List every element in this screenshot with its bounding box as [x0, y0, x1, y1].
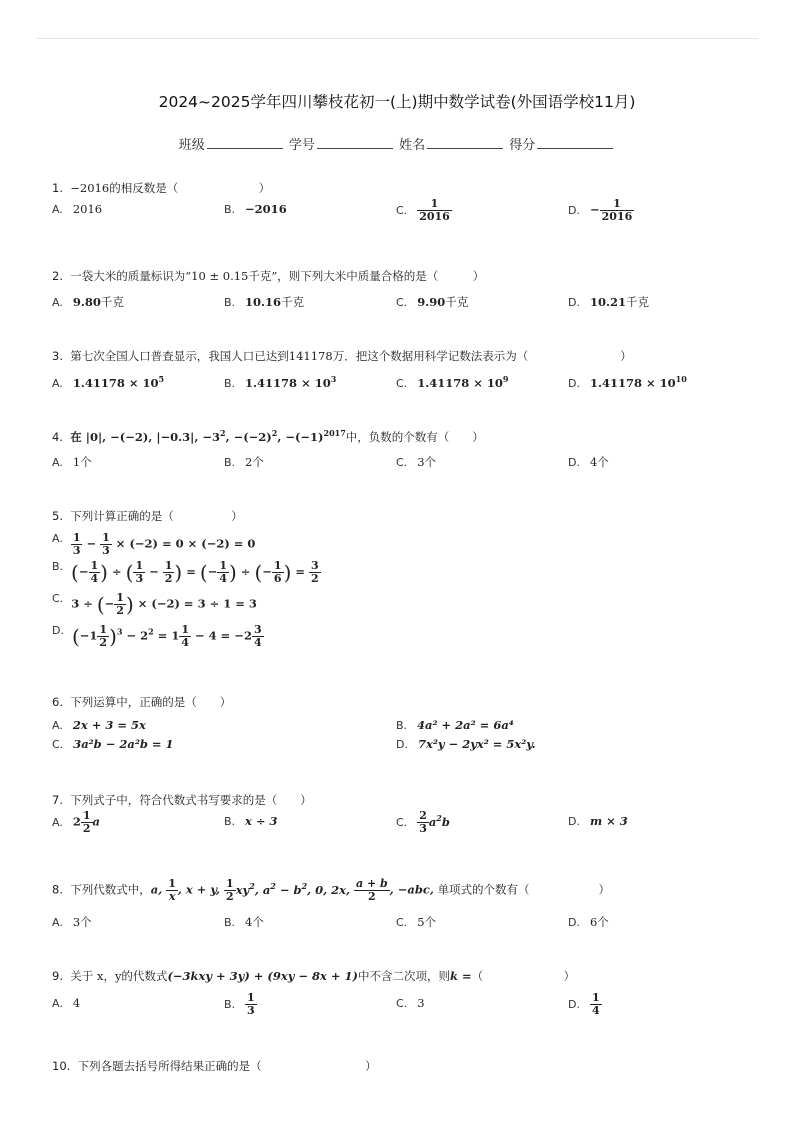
option-d[interactable]: D. $1.41178 \times 10^{10}$ [568, 374, 687, 390]
option-d[interactable]: D. 4个 [568, 455, 609, 469]
option-a[interactable]: A. 9.80千克 [52, 295, 124, 309]
option-d[interactable]: D. 6个 [568, 915, 609, 929]
fraction: $\frac{1}{2016}$ [419, 197, 450, 223]
option-b[interactable]: B. −2016 [224, 202, 287, 216]
name-label: 姓名 [399, 138, 426, 153]
student-info-line [0, 134, 794, 153]
question-9-stem: 9. 关于 x，y的代数式(−3kxy + 3y) + (9xy − 8x + 1)中不含二次项，则k =（ ） [52, 969, 576, 983]
option-a[interactable]: A. 2 $\frac{1}{2}$ a [52, 809, 100, 835]
option-a[interactable]: A. $\frac{1}{3}$ − $\frac{1}{3}$ × (−2) = 0 × (−2) = 0 [52, 531, 256, 557]
option-c[interactable]: C. 5个 [396, 915, 437, 929]
option-d[interactable]: D. − $\frac{1}{2016}$ [568, 197, 633, 223]
question-10-stem: 10. 下列各题去括号所得结果正确的是（ ） [52, 1059, 377, 1073]
question-4-stem: 4. 在 |0|, −(−2), |−0.3|, $-3^2$, $-(-2)^2$, $-(-1)^{2017}$中，负数的个数有（ ） [52, 428, 484, 444]
question-4-options [52, 454, 752, 480]
option-a[interactable]: A. 1个 [52, 455, 92, 469]
option-c[interactable]: C. 3 [396, 996, 425, 1010]
page-title: 2024~2025学年四川攀枝花初一(上)期中数学试卷(外国语学校11月) [158, 93, 636, 111]
option-d[interactable]: D. (−1 $\frac{1}{2}$ )$^3 - 2^2 = 1$ $\frac{1}{4}$ − 4 = −2 $\frac{3}{4}$ [52, 623, 262, 649]
question-9-options [52, 991, 752, 1022]
option-b[interactable]: B. x ÷ 3 [224, 814, 278, 828]
option-c[interactable]: C. 3个 [396, 455, 437, 469]
score-label: 得分 [509, 138, 536, 153]
option-c[interactable]: C. 3 ÷ (− $\frac{1}{2}$ ) × (−2) = 3 ÷ 1 = 3 [52, 591, 257, 617]
option-c[interactable]: C. $1.41178 \times 10^9$ [396, 374, 509, 390]
option-a[interactable]: A. 3个 [52, 915, 92, 929]
question-8-options [52, 914, 752, 940]
option-b[interactable]: B. 2个 [224, 455, 264, 469]
question-8-stem: 8. 下列代数式中，a, $\frac{1}{x}$ , x + y, $\frac{1}{2}$ $xy^2$, $a^2 - b^2$, 0, 2x, $\frac{a + b}{2}$ , −abc, 单项式的个数有（ ） [52, 877, 611, 903]
option-c[interactable]: C. 3a²b − 2a²b = 1 [52, 737, 174, 751]
class-blank[interactable] [207, 136, 283, 149]
option-d[interactable]: D. 10.21千克 [568, 295, 649, 309]
option-c[interactable]: C. $\frac{2}{3}$ $a^2b$ [396, 809, 450, 835]
option-d[interactable]: D. m × 3 [568, 814, 628, 828]
question-3-options [52, 374, 752, 400]
name-blank[interactable] [427, 136, 503, 149]
option-a[interactable]: A. 2016 [52, 202, 103, 216]
option-b[interactable]: B. (− $\frac{1}{4}$ ) ÷ ( $\frac{1}{3}$ − $\frac{1}{2}$ ) = (− $\frac{1}{4}$ ) ÷ (− $\frac{1}{6}$ ) = $\frac{3}{2}$ [52, 559, 319, 585]
option-a[interactable]: A. $1.41178 \times 10^5$ [52, 374, 165, 390]
question-5-stem: 5. 下列计算正确的是（ ） [52, 509, 243, 523]
score-blank[interactable] [537, 136, 613, 149]
question-2-options [52, 294, 752, 320]
option-b[interactable]: B. $1.41178 \times 10^3$ [224, 374, 337, 390]
fraction: $\frac{1}{2016}$ [601, 197, 633, 223]
option-b[interactable]: B. 4a² + 2a² = 6a⁴ [396, 718, 514, 732]
question-6-options-row2 [52, 737, 752, 763]
student-id-blank[interactable] [317, 136, 393, 149]
option-d[interactable]: D. 7x²y − 2yx² = 5x²y. [396, 737, 536, 751]
option-c[interactable]: C. 9.90千克 [396, 295, 469, 309]
option-c[interactable]: C. $\frac{1}{2016}$ [396, 197, 450, 223]
question-1-options [52, 197, 752, 228]
question-7-options [52, 809, 752, 840]
question-2-stem: 2. 一袋大米的质量标识为“10 ± 0.15千克”，则下列大米中质量合格的是（ ） [52, 269, 485, 283]
top-rule [36, 38, 758, 39]
question-7-stem: 7. 下列式子中，符合代数式书写要求的是（ ） [52, 793, 312, 807]
student-id-label: 学号 [288, 138, 315, 153]
option-b[interactable]: B. 4个 [224, 915, 264, 929]
option-b[interactable]: B. 10.16千克 [224, 295, 305, 309]
option-a[interactable]: A. 4 [52, 996, 81, 1010]
option-b[interactable]: B. $\frac{1}{3}$ [224, 991, 255, 1017]
option-d[interactable]: D. $\frac{1}{4}$ [568, 991, 600, 1017]
question-1-stem: 1. −2016的相反数是（ ） [52, 181, 271, 195]
class-label: 班级 [178, 138, 205, 153]
option-a[interactable]: A. 2x + 3 = 5x [52, 718, 146, 732]
question-3-stem: 3. 第七次全国人口普查显示，我国人口已达到141178万．把这个数据用科学记数法表示为（ ） [52, 349, 632, 363]
question-6-stem: 6. 下列运算中，正确的是（ ） [52, 695, 232, 709]
